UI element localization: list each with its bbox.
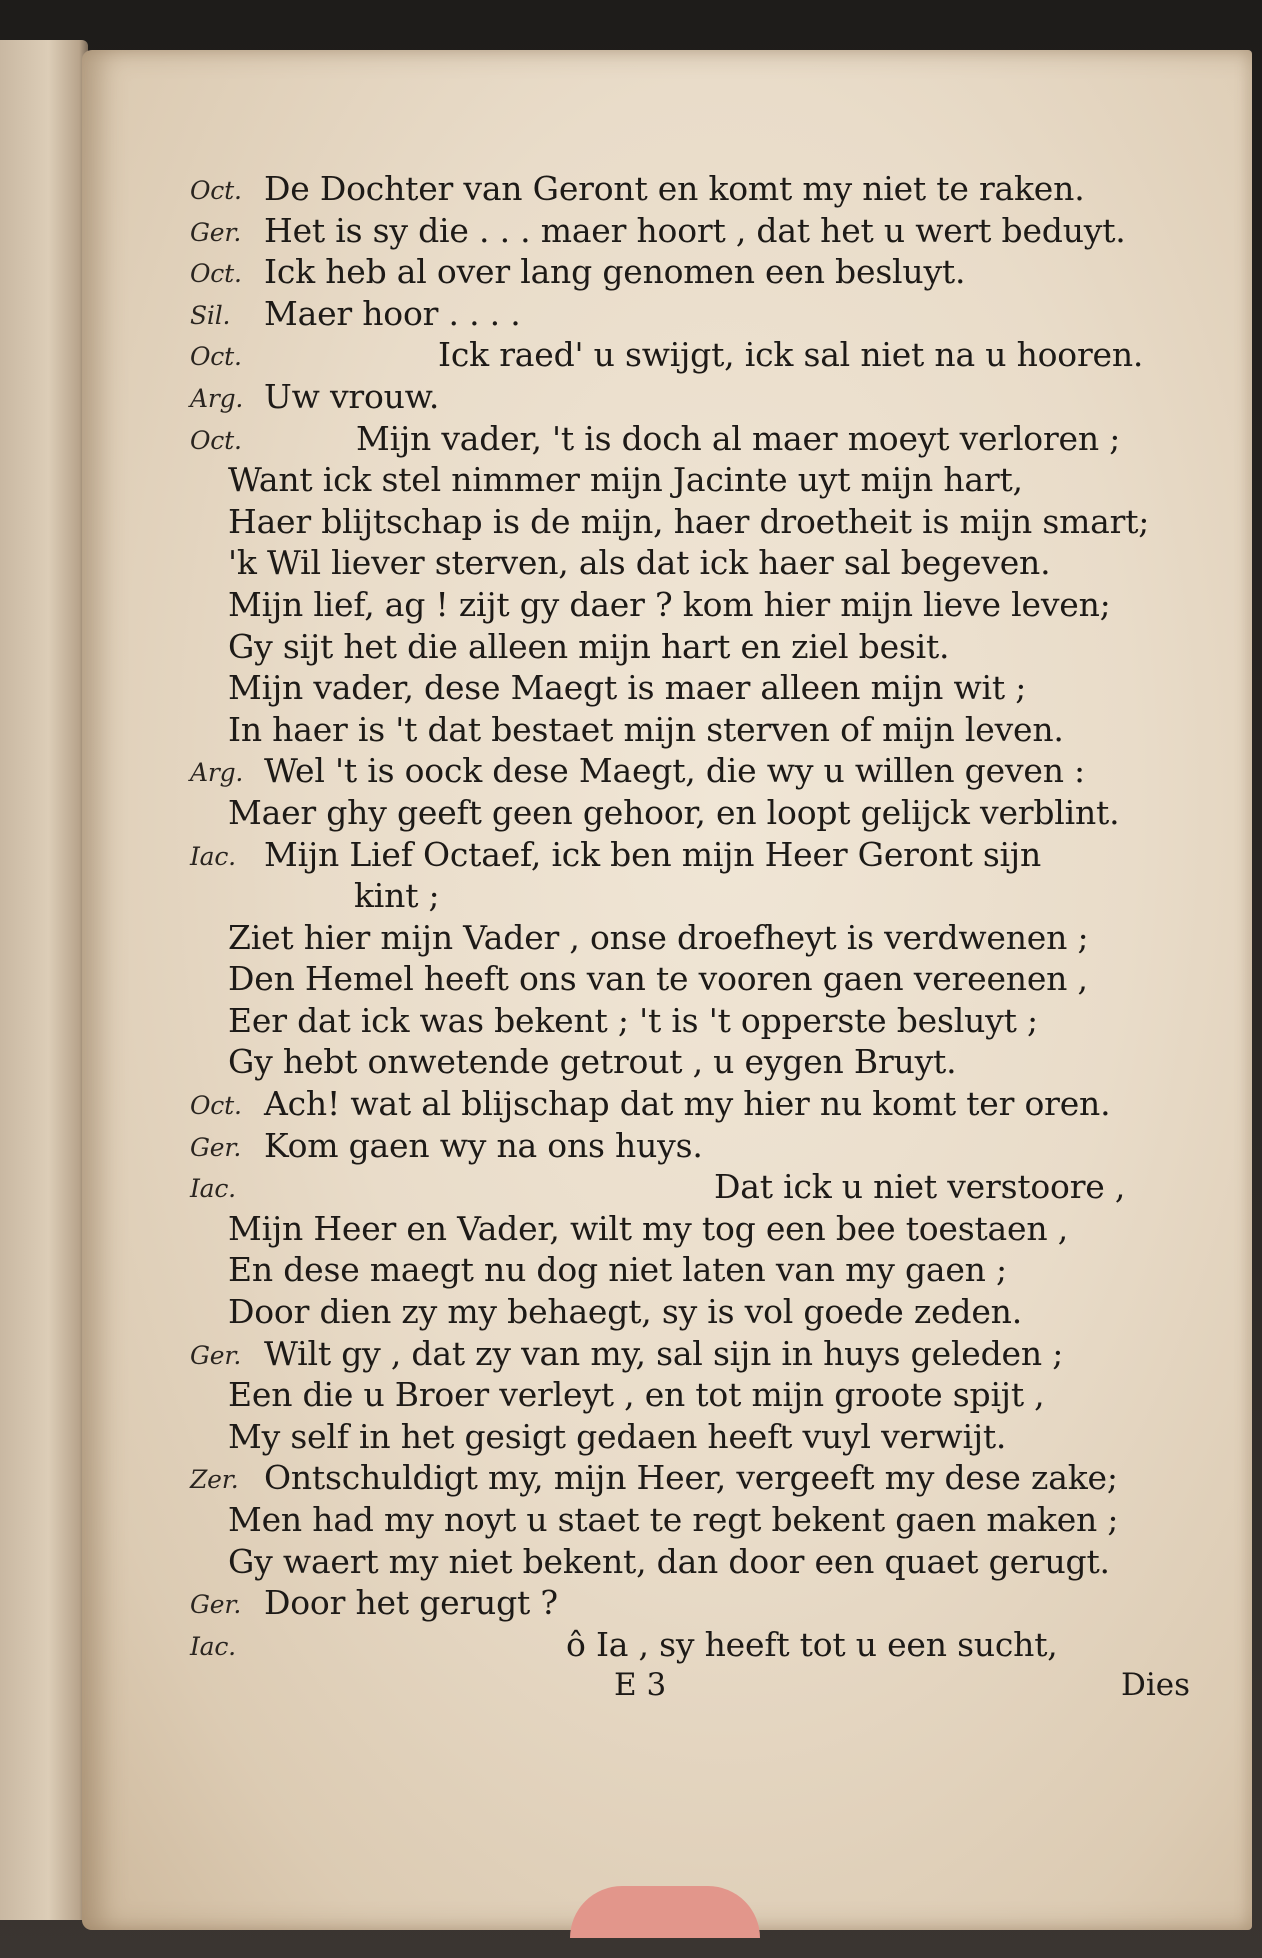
speaker-label: Arg. [190, 383, 244, 413]
verse-text: ô Ia , sy heeft tot u een sucht, [566, 1624, 1058, 1664]
verse-text: Ach! wat al blijschap dat my hier nu komt ter oren. [264, 1084, 1111, 1124]
verse-line [190, 1499, 1190, 1541]
verse-line [190, 792, 1190, 834]
verse-line [190, 1582, 1190, 1624]
speaker-label: Oct. [190, 259, 242, 289]
speaker-label: Oct. [190, 425, 242, 455]
verse-line [190, 1333, 1190, 1375]
verse-text: Gy hebt onwetende getrout , u eygen Bruyt. [228, 1042, 957, 1082]
left-facing-page [0, 40, 88, 1920]
verse-line [190, 584, 1190, 626]
verse-text: Gy sijt het die alleen mijn hart en ziel besit. [228, 626, 950, 666]
verse-text: 'k Wil liever sterven, als dat ick haer sal begeven. [228, 543, 1051, 583]
speaker-label: Zer. [190, 1465, 239, 1495]
verse-line [190, 1208, 1190, 1250]
verse-line [190, 1249, 1190, 1291]
verse-text: kint ; [354, 876, 440, 916]
verse-text: Kom gaen wy na ons huys. [264, 1125, 703, 1165]
verse-line [190, 251, 1190, 293]
verse-text: Ziet hier mijn Vader , onse droefheyt is verdwenen ; [228, 917, 1089, 957]
speaker-label: Ger. [190, 1132, 242, 1162]
verse-line [190, 709, 1190, 751]
speaker-label: Iac. [190, 1174, 236, 1204]
verse-line [190, 1166, 1190, 1208]
verse-text: Men had my noyt u staet te regt bekent gaen maken ; [228, 1500, 1119, 1539]
verse-text: Ick raed' u swijgt, ick sal niet na u hooren. [438, 335, 1144, 375]
verse-text: Maer hoor . . . . [264, 293, 521, 333]
verse-line [190, 750, 1190, 792]
verse-line [190, 1041, 1190, 1083]
verse-text: Gy waert my niet bekent, dan door een quaet gerugt. [228, 1541, 1110, 1581]
verse-text: Het is sy die . . . maer hoort , dat het u wert beduyt. [264, 210, 1126, 250]
page-footer [190, 1665, 1190, 1707]
verse-line [190, 1457, 1190, 1499]
speaker-label: Iac. [190, 841, 236, 871]
verse-text: Mijn Lief Octaef, ick ben mijn Heer Geront sijn [264, 834, 1041, 874]
verse-text: Een die u Broer verleyt , en tot mijn groote spijt , [228, 1375, 1045, 1415]
verse-line [190, 1000, 1190, 1042]
verse-line [190, 1291, 1190, 1333]
verse-line [190, 1541, 1190, 1583]
verse-line [190, 334, 1190, 376]
verse-line [190, 168, 1190, 210]
verse-text: My self in het gesigt gedaen heeft vuyl verwijt. [228, 1416, 1007, 1456]
bookmark-tab [570, 1886, 760, 1938]
verse-line [190, 834, 1190, 876]
verse-line [190, 1374, 1190, 1416]
verse-text: Want ick stel nimmer mijn Jacinte uyt mijn hart, [228, 460, 1023, 500]
verse-text: Maer ghy geeft geen gehoor, en loopt gelijck verblint. [228, 792, 1120, 832]
verse-text: Den Hemel heeft ons van te vooren gaen vereenen , [228, 959, 1088, 999]
verse-text: Mijn Heer en Vader, wilt my tog een bee toestaen , [228, 1208, 1068, 1248]
verse-text: Ick heb al over lang genomen een besluyt. [264, 252, 966, 292]
speaker-label: Oct. [190, 342, 242, 372]
verse-text: Mijn lief, ag ! zijt gy daer ? kom hier mijn lieve leven; [228, 584, 1111, 624]
speaker-label: Ger. [190, 217, 242, 247]
verse-line [190, 875, 1190, 917]
verse-line [190, 418, 1190, 460]
verse-line [190, 958, 1190, 1000]
speaker-label: Arg. [190, 758, 244, 788]
speaker-label: Oct. [190, 1091, 242, 1121]
verse-line [190, 1125, 1190, 1167]
verse-text: Door het gerugt ? [264, 1583, 558, 1623]
signature-mark: E 3 [614, 1667, 667, 1704]
verse-line [190, 667, 1190, 709]
speaker-label: Iac. [190, 1631, 236, 1661]
play-text [190, 168, 1190, 1707]
verse-text: Mijn vader, 't is doch al maer moeyt verloren ; [356, 418, 1121, 458]
verse-text: Dat ick u niet verstoore , [714, 1167, 1126, 1207]
verse-line [190, 626, 1190, 668]
verse-line [190, 1624, 1190, 1666]
verse-text: Wilt gy , dat zy van my, sal sijn in huys geleden ; [264, 1333, 1064, 1373]
verse-text: Door dien zy my behaegt, sy is vol goede zeden. [228, 1292, 1023, 1332]
verse-text: Mijn vader, dese Maegt is maer alleen mijn wit ; [228, 668, 1027, 708]
verse-text: Eer dat ick was bekent ; 't is 't opperste besluyt ; [228, 1000, 1038, 1040]
verse-line [190, 1083, 1190, 1125]
speaker-label: Sil. [190, 300, 231, 330]
verse-line [190, 1416, 1190, 1458]
speaker-label: Ger. [190, 1340, 242, 1370]
verse-line [190, 376, 1190, 418]
verse-text: De Dochter van Geront en komt my niet te raken. [264, 169, 1085, 208]
verse-text: Ontschuldigt my, mijn Heer, vergeeft my dese zake; [264, 1458, 1118, 1498]
book-page [82, 50, 1252, 1930]
verse-line [190, 917, 1190, 959]
verse-text: In haer is 't dat bestaet mijn sterven of mijn leven. [228, 709, 1064, 749]
verse-text: Wel 't is oock dese Maegt, die wy u willen geven : [264, 751, 1085, 791]
verse-text: Haer blijtschap is de mijn, haer droetheit is mijn smart; [228, 501, 1150, 541]
verse-line [190, 542, 1190, 584]
verse-text: En dese maegt nu dog niet laten van my gaen ; [228, 1250, 1007, 1290]
speaker-label: Ger. [190, 1590, 242, 1620]
catchword: Dies [1120, 1667, 1190, 1704]
verse-line [190, 501, 1190, 543]
verse-line [190, 293, 1190, 335]
verse-line [190, 210, 1190, 252]
verse-text: Uw vrouw. [264, 376, 440, 416]
speaker-label: Oct. [190, 176, 242, 205]
verse-line [190, 459, 1190, 501]
